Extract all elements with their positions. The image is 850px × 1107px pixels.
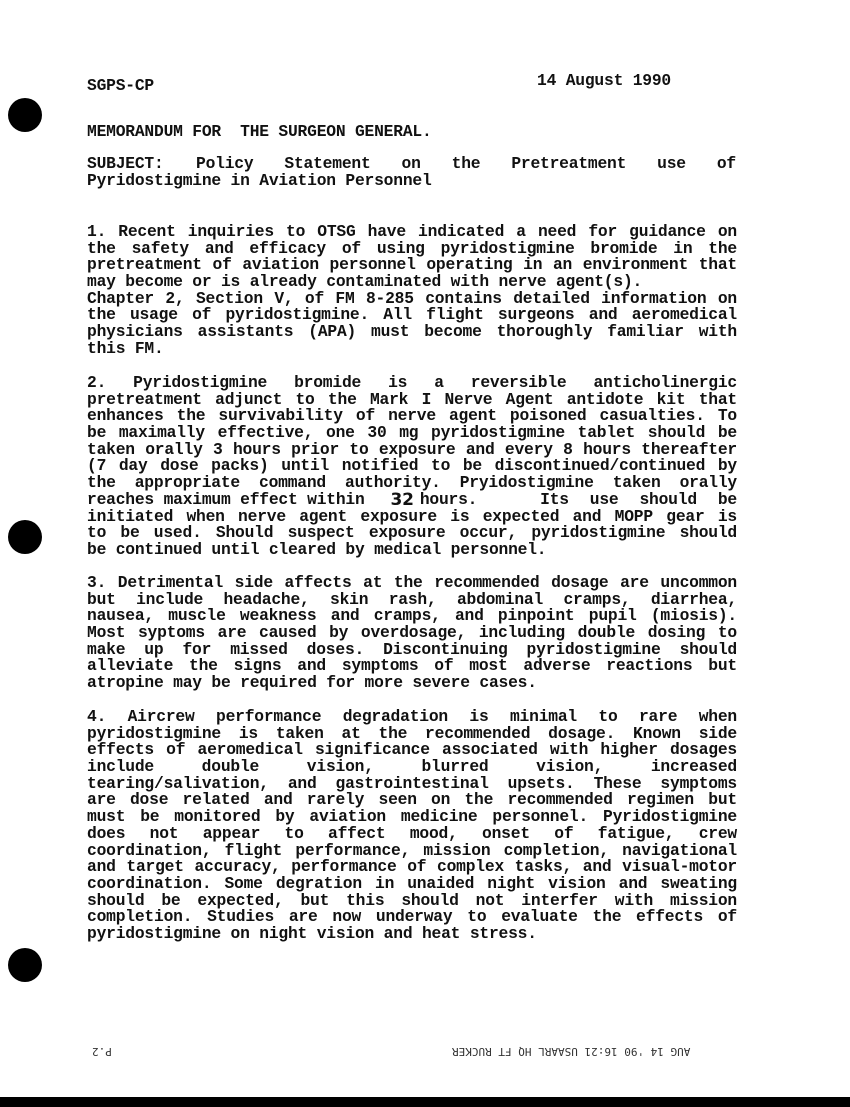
fax-page-number: P.2 [92,1045,112,1058]
text-line: pyridostigmine is taken at the recommended dosage. Known side [87,723,737,743]
text-line: (7 day dose packs) until notified to be discontinued/continued by [87,456,737,476]
text-line: include double vision, blurred vision, increased [87,757,737,777]
text-line: 1. Recent inquiries to OTSG have indicated a need for guidance on [87,222,737,241]
subject-line-1: Policy Statement on the Pretreatment use of [196,154,736,173]
text-line: alleviate the signs and symptoms of most adverse reactions but [87,656,737,676]
text-line: pretreatment adjunct to the Mark I Nerve Agent antidote kit that [87,389,737,409]
text-line: the safety and efficacy of using pyridostigmine bromide in the [87,238,737,258]
paragraph-4 [87,709,737,943]
text-line: enhances the survivability of nerve agent poisoned casualties. To [87,406,737,426]
text-line: coordination, flight performance, mission completion, navigational [87,840,737,860]
memo-date: 14 August 1990 [537,71,671,90]
punch-hole [8,948,42,982]
text-line: 4. Aircrew performance degradation is minimal to rare when [87,707,737,726]
text-line: Chapter 2, Section V, of FM 8-285 contains detailed information on [87,288,737,308]
text-line: initiated when nerve agent exposure is expected and MOPP gear is [87,506,737,526]
subject-line-2: Pyridostigmine in Aviation Personnel [87,171,432,190]
text-line: but include headache, skin rash, abdominal cramps, diarrhea, [87,589,737,609]
text-line: atropine may be required for more severe cases. [87,673,537,693]
paragraph-3 [87,575,737,692]
text-fragment: reaches maximum effect within [87,489,365,509]
paragraph-2 [87,375,737,559]
text-line: coordination. Some degration in unaided night vision and sweating [87,873,737,893]
text-line: effects of aeromedical significance associated with higher dosages [87,740,737,760]
punch-hole [8,520,42,554]
paragraph-1 [87,224,737,358]
text-line: may become or is already contaminated with nerve agent(s). [87,272,643,292]
scan-edge-bar [0,1097,850,1107]
text-line: the appropriate command authority. Pryidostigmine taken orally [87,473,737,493]
text-line: must be monitored by aviation medicine personnel. Pyridostigmine [87,807,737,827]
text-line: should be expected, but this should not interfer with mission [87,890,737,910]
text-line: are dose related and rarely seen on the recommended regimen but [87,790,737,810]
text-line: and target accuracy, performance of complex tasks, and visual-motor [87,857,737,877]
handwritten-hours: 32 [390,489,414,510]
memo-for: MEMORANDUM FOR THE SURGEON GENERAL. [87,122,432,141]
text-line: taken orally 3 hours prior to exposure and every 8 hours thereafter [87,439,737,459]
text-line: pyridostigmine on night vision and heat stress. [87,923,537,943]
text-line: physicians assistants (APA) must become thoroughly familiar with [87,322,737,342]
text-line: be continued until cleared by medical personnel. [87,539,547,559]
fax-transmission-header: AUG 14 '90 16:21 USAARL HQ FT RUCKER [452,1045,691,1058]
punch-hole [8,98,42,132]
subject-label: SUBJECT: [87,154,164,173]
text-line: 2. Pyridostigmine bromide is a reversible anticholinergic [87,373,737,392]
text-line: completion. Studies are now underway to evaluate the effects of [87,907,737,927]
text-line: this FM. [87,338,164,358]
text-line: to be used. Should suspect exposure occur, pyridostigmine should [87,523,737,543]
text-line: tearing/salivation, and gastrointestinal upsets. These symptoms [87,773,737,793]
text-line [87,489,737,510]
text-line: nausea, muscle weakness and cramps, and pinpoint pupil (miosis). [87,606,737,626]
text-fragment: hours. Its use should be [419,489,737,509]
text-line: make up for missed doses. Discontinuing pyridostigmine should [87,639,737,659]
text-line: does not appear to affect mood, onset of fatigue, crew [87,823,737,843]
office-symbol: SGPS-CP [87,76,154,95]
text-line: 3. Detrimental side affects at the recommended dosage are uncommon [87,573,737,592]
text-line: be maximally effective, one 30 mg pyridostigmine tablet should be [87,423,737,443]
text-line: pretreatment of aviation personnel operating in an environment that [87,255,737,275]
text-line: Most syptoms are caused by overdosage, including double dosing to [87,623,737,643]
text-line: the usage of pyridostigmine. All flight surgeons and aeromedical [87,305,737,325]
